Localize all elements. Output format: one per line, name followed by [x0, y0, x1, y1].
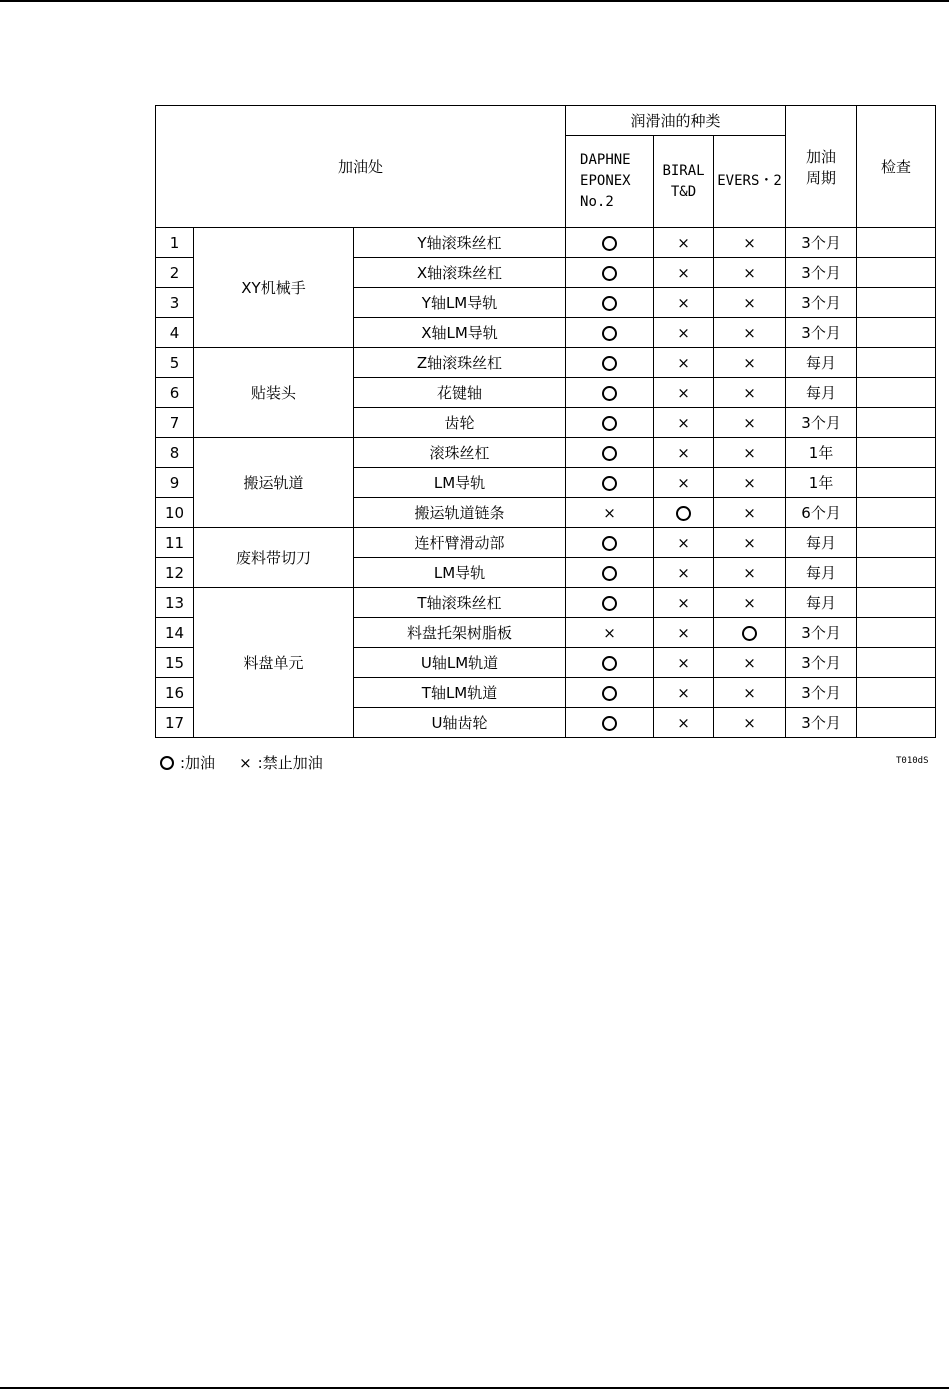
cross-icon: ×: [743, 473, 756, 492]
lubrication-table: [155, 105, 936, 738]
oil-1-line-1: DAPHNE: [580, 152, 631, 168]
check-cell: [857, 468, 936, 498]
mark-oil1: [566, 528, 654, 558]
row-number: 8: [156, 438, 194, 468]
group-name: 搬运轨道: [194, 438, 354, 528]
row-number: 16: [156, 678, 194, 708]
table-body: [156, 228, 936, 738]
mark-oil3: [714, 288, 786, 318]
check-cell: [857, 618, 936, 648]
bottom-rule: [0, 1387, 949, 1389]
header-oil-biral: [654, 136, 714, 228]
circle-icon: [602, 236, 617, 251]
mark-oil1: [566, 558, 654, 588]
check-cell: [857, 678, 936, 708]
mark-oil2: [654, 468, 714, 498]
cross-icon: ×: [743, 353, 756, 372]
cross-icon: ×: [743, 323, 756, 342]
cross-icon: ×: [677, 263, 690, 282]
interval-cell: 1年: [786, 438, 857, 468]
cross-icon: ×: [677, 233, 690, 252]
mark-oil3: [714, 438, 786, 468]
legend-cross-text: :禁止加油: [257, 754, 323, 772]
table-row: [156, 348, 936, 378]
mark-oil3: [714, 258, 786, 288]
part-name: LM导轨: [354, 558, 566, 588]
part-name: U轴齿轮: [354, 708, 566, 738]
mark-oil3: [714, 618, 786, 648]
header-oil-daphne: [566, 136, 654, 228]
header-check: 检查: [857, 106, 936, 228]
mark-oil2: [654, 618, 714, 648]
cross-icon: ×: [743, 503, 756, 522]
mark-oil3: [714, 348, 786, 378]
legend-circle-icon: [160, 756, 174, 770]
header-interval: [786, 106, 857, 228]
header-interval-line-2: 周期: [806, 168, 837, 187]
mark-oil3: [714, 378, 786, 408]
circle-icon: [676, 506, 691, 521]
cross-icon: ×: [743, 713, 756, 732]
row-number: 12: [156, 558, 194, 588]
oil-2-line-1: BIRAL: [662, 162, 705, 179]
mark-oil2: [654, 678, 714, 708]
mark-oil3: [714, 318, 786, 348]
check-cell: [857, 708, 936, 738]
circle-icon: [602, 536, 617, 551]
check-cell: [857, 438, 936, 468]
mark-oil3: [714, 678, 786, 708]
row-number: 3: [156, 288, 194, 318]
row-number: 11: [156, 528, 194, 558]
mark-oil3: [714, 528, 786, 558]
mark-oil1: [566, 708, 654, 738]
mark-oil3: [714, 468, 786, 498]
mark-oil1: [566, 498, 654, 528]
table-row: [156, 528, 936, 558]
part-name: Z轴滚珠丝杠: [354, 348, 566, 378]
circle-icon: [602, 266, 617, 281]
check-cell: [857, 528, 936, 558]
header-location: 加油处: [156, 106, 566, 228]
mark-oil1: [566, 348, 654, 378]
mark-oil2: [654, 408, 714, 438]
cross-icon: ×: [743, 653, 756, 672]
row-number: 2: [156, 258, 194, 288]
cross-icon: ×: [677, 653, 690, 672]
circle-icon: [602, 656, 617, 671]
check-cell: [857, 228, 936, 258]
mark-oil2: [654, 348, 714, 378]
check-cell: [857, 348, 936, 378]
row-number: 7: [156, 408, 194, 438]
row-number: 5: [156, 348, 194, 378]
group-name: 废料带切刀: [194, 528, 354, 588]
cross-icon: ×: [677, 323, 690, 342]
circle-icon: [602, 296, 617, 311]
interval-cell: 每月: [786, 588, 857, 618]
row-number: 9: [156, 468, 194, 498]
cross-icon: ×: [603, 503, 616, 522]
circle-icon: [602, 566, 617, 581]
part-name: Y轴LM导轨: [354, 288, 566, 318]
part-name: 齿轮: [354, 408, 566, 438]
mark-oil1: [566, 378, 654, 408]
interval-cell: 3个月: [786, 288, 857, 318]
header-oil-evers: EVERS・2: [714, 136, 786, 228]
cross-icon: ×: [677, 443, 690, 462]
header-interval-line-1: 加油: [806, 147, 837, 166]
interval-cell: 每月: [786, 558, 857, 588]
interval-cell: 每月: [786, 528, 857, 558]
mark-oil1: [566, 648, 654, 678]
mark-oil3: [714, 408, 786, 438]
cross-icon: ×: [743, 233, 756, 252]
mark-oil2: [654, 228, 714, 258]
legend: [160, 752, 323, 773]
cross-icon: ×: [743, 593, 756, 612]
circle-icon: [742, 626, 757, 641]
cross-icon: ×: [677, 683, 690, 702]
circle-icon: [602, 356, 617, 371]
cross-icon: ×: [677, 563, 690, 582]
part-name: 花键轴: [354, 378, 566, 408]
mark-oil2: [654, 258, 714, 288]
mark-oil2: [654, 708, 714, 738]
circle-icon: [602, 416, 617, 431]
mark-oil3: [714, 558, 786, 588]
mark-oil1: [566, 408, 654, 438]
oil-1-line-3: No.2: [580, 194, 614, 210]
cross-icon: ×: [743, 533, 756, 552]
part-name: 滚珠丝杠: [354, 438, 566, 468]
cross-icon: ×: [743, 443, 756, 462]
cross-icon: ×: [677, 353, 690, 372]
mark-oil1: [566, 258, 654, 288]
part-name: 料盘托架树脂板: [354, 618, 566, 648]
interval-cell: 3个月: [786, 708, 857, 738]
table-row: [156, 228, 936, 258]
circle-icon: [602, 446, 617, 461]
legend-cross-symbol: ×: [239, 753, 252, 772]
interval-cell: 6个月: [786, 498, 857, 528]
part-name: T轴滚珠丝杠: [354, 588, 566, 618]
mark-oil2: [654, 378, 714, 408]
part-name: Y轴滚珠丝杠: [354, 228, 566, 258]
mark-oil2: [654, 288, 714, 318]
cross-icon: ×: [677, 593, 690, 612]
part-name: 连杆臂滑动部: [354, 528, 566, 558]
mark-oil1: [566, 318, 654, 348]
check-cell: [857, 258, 936, 288]
mark-oil3: [714, 588, 786, 618]
check-cell: [857, 498, 936, 528]
mark-oil2: [654, 558, 714, 588]
row-number: 14: [156, 618, 194, 648]
legend-circle-text: :加油: [180, 754, 216, 772]
row-number: 4: [156, 318, 194, 348]
interval-cell: 3个月: [786, 618, 857, 648]
cross-icon: ×: [677, 383, 690, 402]
oil-1-line-2: EPONEX: [580, 173, 631, 189]
interval-cell: 3个月: [786, 258, 857, 288]
mark-oil1: [566, 618, 654, 648]
circle-icon: [602, 476, 617, 491]
row-number: 17: [156, 708, 194, 738]
cross-icon: ×: [743, 383, 756, 402]
row-number: 13: [156, 588, 194, 618]
cross-icon: ×: [603, 623, 616, 642]
row-number: 10: [156, 498, 194, 528]
top-rule: [0, 0, 949, 2]
group-name: 料盘单元: [194, 588, 354, 738]
cross-icon: ×: [743, 683, 756, 702]
mark-oil2: [654, 438, 714, 468]
table-row: [156, 588, 936, 618]
mark-oil1: [566, 468, 654, 498]
cross-icon: ×: [677, 623, 690, 642]
mark-oil3: [714, 228, 786, 258]
cross-icon: ×: [743, 263, 756, 282]
cross-icon: ×: [743, 413, 756, 432]
cross-icon: ×: [677, 713, 690, 732]
mark-oil3: [714, 708, 786, 738]
interval-cell: 1年: [786, 468, 857, 498]
cross-icon: ×: [677, 293, 690, 312]
part-name: 搬运轨道链条: [354, 498, 566, 528]
mark-oil2: [654, 498, 714, 528]
interval-cell: 3个月: [786, 408, 857, 438]
interval-cell: 每月: [786, 378, 857, 408]
mark-oil2: [654, 648, 714, 678]
row-number: 6: [156, 378, 194, 408]
interval-cell: 3个月: [786, 648, 857, 678]
interval-cell: 每月: [786, 348, 857, 378]
row-number: 15: [156, 648, 194, 678]
part-name: X轴LM导轨: [354, 318, 566, 348]
interval-cell: 3个月: [786, 678, 857, 708]
oil-2-line-2: T&D: [670, 183, 697, 200]
part-name: T轴LM轨道: [354, 678, 566, 708]
check-cell: [857, 378, 936, 408]
cross-icon: ×: [743, 563, 756, 582]
group-name: 贴装头: [194, 348, 354, 438]
check-cell: [857, 288, 936, 318]
row-number: 1: [156, 228, 194, 258]
mark-oil1: [566, 438, 654, 468]
check-cell: [857, 588, 936, 618]
mark-oil1: [566, 678, 654, 708]
cross-icon: ×: [677, 473, 690, 492]
cross-icon: ×: [677, 533, 690, 552]
mark-oil2: [654, 318, 714, 348]
interval-cell: 3个月: [786, 228, 857, 258]
check-cell: [857, 648, 936, 678]
mark-oil3: [714, 498, 786, 528]
group-name: XY机械手: [194, 228, 354, 348]
check-cell: [857, 558, 936, 588]
interval-cell: 3个月: [786, 318, 857, 348]
part-name: U轴LM轨道: [354, 648, 566, 678]
part-name: LM导轨: [354, 468, 566, 498]
figure-code: T010dS: [896, 756, 929, 766]
mark-oil2: [654, 528, 714, 558]
circle-icon: [602, 386, 617, 401]
circle-icon: [602, 326, 617, 341]
check-cell: [857, 318, 936, 348]
table-row: [156, 438, 936, 468]
mark-oil1: [566, 288, 654, 318]
circle-icon: [602, 686, 617, 701]
mark-oil2: [654, 588, 714, 618]
cross-icon: ×: [743, 293, 756, 312]
part-name: X轴滚珠丝杠: [354, 258, 566, 288]
circle-icon: [602, 596, 617, 611]
mark-oil1: [566, 588, 654, 618]
mark-oil1: [566, 228, 654, 258]
circle-icon: [602, 716, 617, 731]
check-cell: [857, 408, 936, 438]
cross-icon: ×: [677, 413, 690, 432]
mark-oil3: [714, 648, 786, 678]
header-oil-types: 润滑油的种类: [566, 106, 786, 136]
